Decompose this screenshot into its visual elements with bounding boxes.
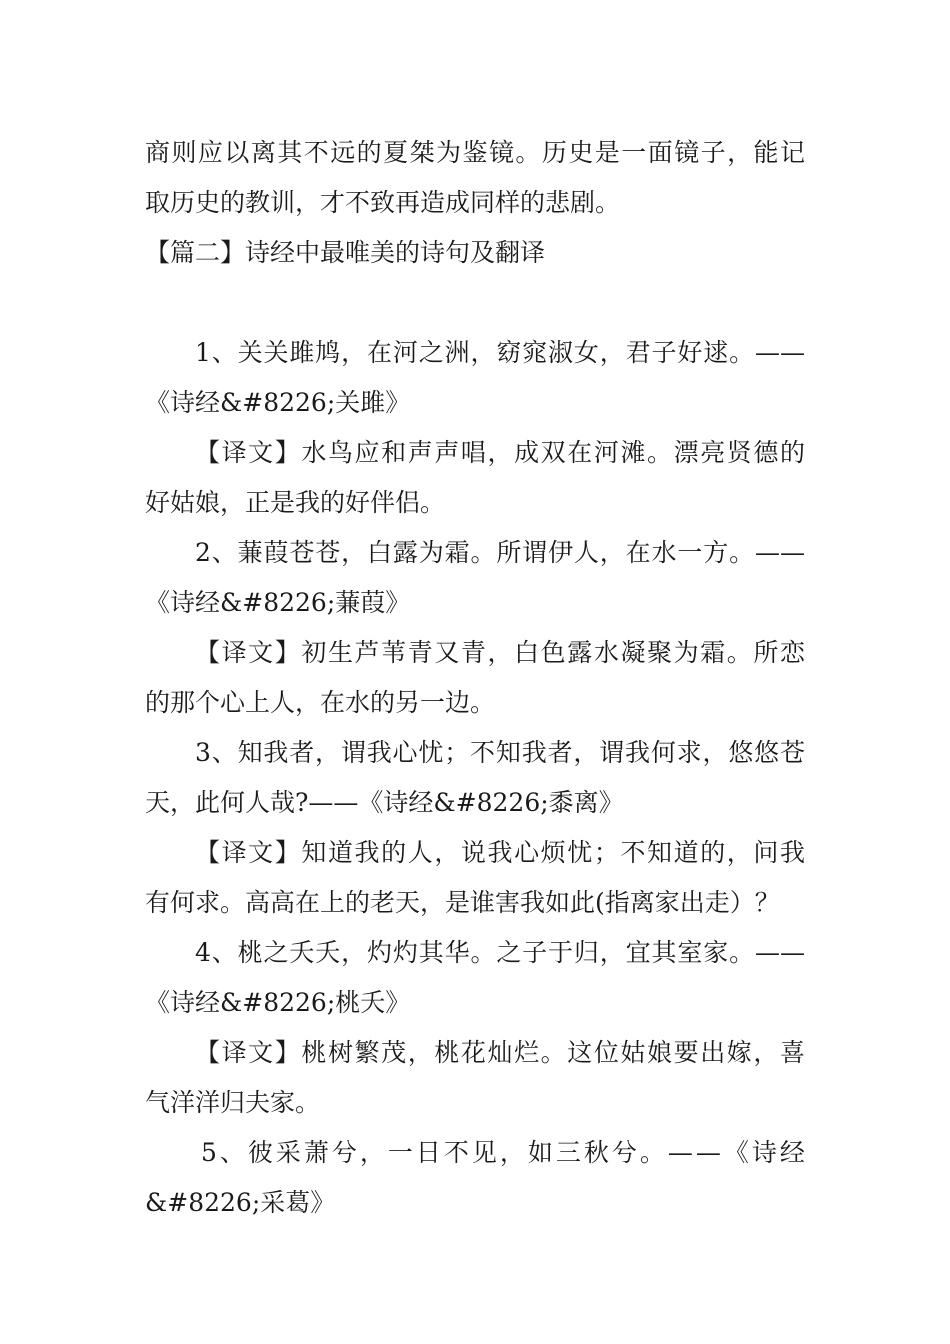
verse-2-line-2: 《诗经&#8226;蒹葭》: [145, 588, 411, 617]
translation-3-line-2: 有何求。高高在上的老天，是谁害我如此(指离家出走）？: [145, 888, 780, 917]
verse-5-line-2: &#8226;采葛》: [145, 1188, 336, 1217]
intro-line-1: 商则应以离其不远的夏桀为鉴镜。历史是一面镜子，能记: [145, 138, 805, 167]
verse-1-line-2: 《诗经&#8226;关雎》: [145, 388, 411, 417]
translation-2-line-1: 【译文】初生芦苇青又青，白色露水凝聚为霜。所恋: [195, 638, 805, 667]
verse-3-line-1: 3、知我者，谓我心忧；不知我者，谓我何求，悠悠苍: [195, 738, 805, 767]
blank-line: [145, 278, 805, 328]
verse-3-line-2: 天，此何人哉?——《诗经&#8226;黍离》: [145, 788, 624, 817]
verse-4-line-1: 4、桃之夭夭，灼灼其华。之子于归，宜其室家。——: [195, 938, 805, 967]
translation-4-line-1: 【译文】桃树繁茂，桃花灿烂。这位姑娘要出嫁，喜: [195, 1038, 805, 1067]
translation-2-line-2: 的那个心上人，在水的另一边。: [145, 688, 496, 717]
translation-1-line-2: 好姑娘，正是我的好伴侣。: [145, 488, 446, 517]
translation-1-line-1: 【译文】水鸟应和声声唱，成双在河滩。漂亮贤德的: [195, 438, 805, 467]
verse-1-line-1: 1、关关雎鸠，在河之洲，窈窕淑女，君子好逑。——: [195, 338, 805, 367]
verse-5-line-1: 5、彼采萧兮，一日不见，如三秋兮。——《诗经: [201, 1138, 808, 1167]
verse-2-line-1: 2、蒹葭苍苍，白露为霜。所谓伊人，在水一方。——: [195, 538, 805, 567]
intro-line-2: 取历史的教训，才不致再造成同样的悲剧。: [145, 188, 621, 217]
translation-4-line-2: 气洋洋归夫家。: [145, 1088, 321, 1117]
verse-4-line-2: 《诗经&#8226;桃夭》: [145, 988, 411, 1017]
document-page: [145, 128, 808, 1228]
translation-3-line-1: 【译文】知道我的人，说我心烦忧；不知道的，问我: [195, 838, 805, 867]
section-heading: 【篇二】诗经中最唯美的诗句及翻译: [145, 238, 546, 267]
